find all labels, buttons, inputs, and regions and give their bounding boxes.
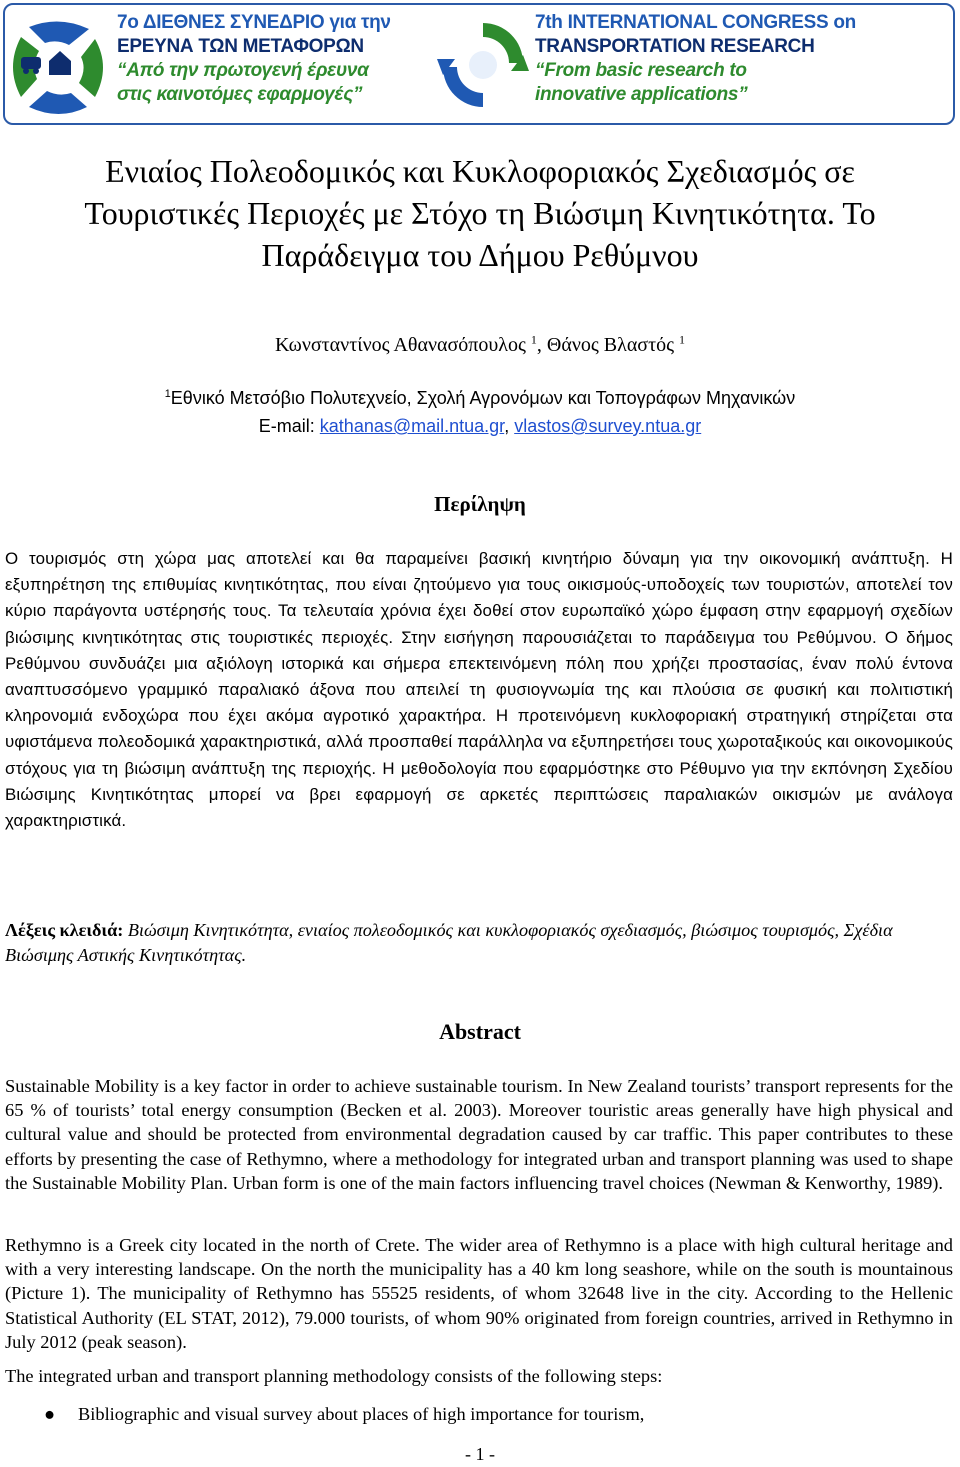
- abstract-paragraph-2: Rethymno is a Greek city located in the north of Crete. The wider area of Rethymno is a place with high cultural heritage and with a very interesting landscape. On the north the municipality has a 40 km long seashore, while on the south is mountainous (Picture 1). The municipality of Rethymno has 55525 residents, of whom 32648 live in the city. According to the Hellenic Statistical Authority (EL STAT, 2012), 79.000 tourists, of whom 90% originated from foreign countries, arrived in Rethymno in July 2012 (peak season).: [5, 1235, 953, 1352]
- english-abstract-heading: Abstract: [439, 1019, 521, 1044]
- greek-abstract-heading: Περίληψη: [434, 492, 526, 516]
- author-separator: ,: [536, 334, 547, 356]
- banner-english-line-4: innovative applications”: [535, 84, 748, 105]
- authors: [0, 332, 960, 358]
- author-2-affiliation-mark: 1: [679, 332, 686, 347]
- email-link-1[interactable]: kathanas@mail.ntua.gr: [319, 416, 505, 436]
- page-number: - 1 -: [465, 1444, 495, 1464]
- keywords-label: Λέξεις κλειδιά:: [5, 920, 124, 940]
- email-separator: ,: [504, 416, 515, 436]
- email-link-2[interactable]: vlastos@survey.ntua.gr: [514, 416, 702, 436]
- banner-greek-line-3: “Από την πρωτογενή έρευνα: [117, 60, 369, 81]
- keywords: [5, 918, 953, 968]
- title-line-3: Παράδειγμα του Δήμου Ρεθύμνου: [261, 237, 699, 273]
- bullet-dot-icon: ●: [44, 1404, 56, 1424]
- author-1: Κωνσταντίνος Αθανασόπουλος: [274, 334, 526, 356]
- email-label: E-mail:: [258, 416, 320, 436]
- recycle-arrows-logo-icon: [437, 15, 529, 115]
- affiliation-mark: 1: [164, 388, 171, 400]
- banner-english-text: [535, 11, 955, 107]
- banner-greek-text: [117, 11, 437, 107]
- banner-english-line-1: 7th INTERNATIONAL CONGRESS on: [535, 12, 856, 33]
- banner-english-line-2: TRANSPORTATION RESEARCH: [535, 36, 815, 57]
- banner-greek-line-4: στις καινοτόμες εφαρμογές”: [117, 84, 363, 105]
- affiliation: [0, 386, 960, 410]
- abstract-paragraph-3: The integrated urban and transport planning methodology consists of the following steps:: [5, 1366, 663, 1386]
- affiliation-text: Εθνικό Μετσόβιο Πολυτεχνείο, Σχολή Αγρονόμων και Τοπογράφων Μηχανικών: [170, 388, 796, 408]
- conference-banner: [3, 3, 955, 125]
- keywords-text: Βιώσιμη Κινητικότητα, ενιαίος πολεοδομικός και κυκλοφοριακός σχεδιασμός, βιώσιμος τουρισμός, Σχέδια Βιώσιμης Αστικής Κινητικότητας.: [5, 920, 893, 965]
- bullet-text: Bibliographic and visual survey about places of high importance for tourism,: [78, 1404, 645, 1424]
- author-2: Θάνος Βλαστός: [546, 334, 675, 356]
- author-1-affiliation-mark: 1: [530, 332, 537, 347]
- email-line: [0, 414, 960, 438]
- abstract-paragraph-1: Sustainable Mobility is a key factor in order to achieve sustainable tourism. In New Zealand tourists’ transport represents for the 65 % of tourists’ total energy consumption (Becken et al. 2003). Moreover touristic areas generally have high physical and cultural value and should be protected from environmental degradation caused by car traffic. This paper contributes to these efforts by presenting the case of Rethymno, where a methodology for integrated urban and transport planning was used to shape the Sustainable Mobility Plan. Urban form is one of the main factors influencing travel choices (Newman & Kenworthy, 1989).: [5, 1076, 953, 1193]
- greek-abstract-text: Ο τουρισμός στη χώρα μας αποτελεί και θα παραμείνει βασική κινητήριο δύναμη για την οικονομική ανάπτυξη. Η εξυπηρέτηση της επιθυμίας κινητικότητας, που είναι ζητούμενο για τους οικισμούς-υποδοχείς των τουριστών, αποτελεί τον κύριο παράγοντα υστέρησής τους. Τα τελευταία χρόνια έχει δοθεί στον ευρωπαϊκό χώρο έμφαση στην εφαρμογή σχεδίων βιώσιμης κινητικότητας στις τουριστικές περιοχές. Στην εισήγηση παρουσιάζεται το παράδειγμα του Ρεθύμνου. Ο δήμος Ρεθύμνου συνδυάζει μια αξιόλογη ιστορικά και σήμερα επεκτεινόμενη πόλη που χρήζει προστασίας, έναν πολύ έντονα αναπτυσσόμενο γραμμικό παραλιακό άξονα που απειλεί τη φυσιογνωμία της και πλούσια σε φυσική και πολιτιστική κληρονομιά ενδοχώρα που έχει ακόμα αγροτικό χαρακτήρα. Η προτεινόμενη κυκλοφοριακή στρατηγική στηρίζεται στα υφιστάμενα πολεοδομικά χαρακτηριστικά, αλλά προσπαθεί παράλληλα να εξυπηρετήσει τους χωροταξικούς και οικονομικούς στόχους για τη βιώσιμη ανάπτυξη της περιοχής. Η μεθοδολογία που εφαρμόστηκε στο Ρέθυμνο για την εκπόνηση Σχεδίου Βιώσιμης Κινητικότητας μπορεί να βρει εφαρμογή σε αρκετές περιπτώσεις παραλιακών οικισμών με ανάλογα χαρακτηριστικά.: [5, 549, 953, 831]
- transport-logo-icon: [9, 17, 109, 117]
- banner-greek-line-2: ΕΡΕΥΝΑ ΤΩΝ ΜΕΤΑΦΟΡΩΝ: [117, 36, 364, 57]
- title-line-2: Τουριστικές Περιοχές με Στόχο τη Βιώσιμη Κινητικότητα. Το: [84, 195, 876, 231]
- title-line-1: Ενιαίος Πολεοδομικός και Κυκλοφοριακός Σχεδιασμός σε: [105, 153, 855, 189]
- paper-title: [0, 150, 960, 276]
- banner-greek-line-1: 7ο ΔΙΕΘΝΕΣ ΣΥΝΕΔΡΙΟ για την: [117, 12, 391, 33]
- banner-english-line-3: “From basic research to: [535, 60, 747, 81]
